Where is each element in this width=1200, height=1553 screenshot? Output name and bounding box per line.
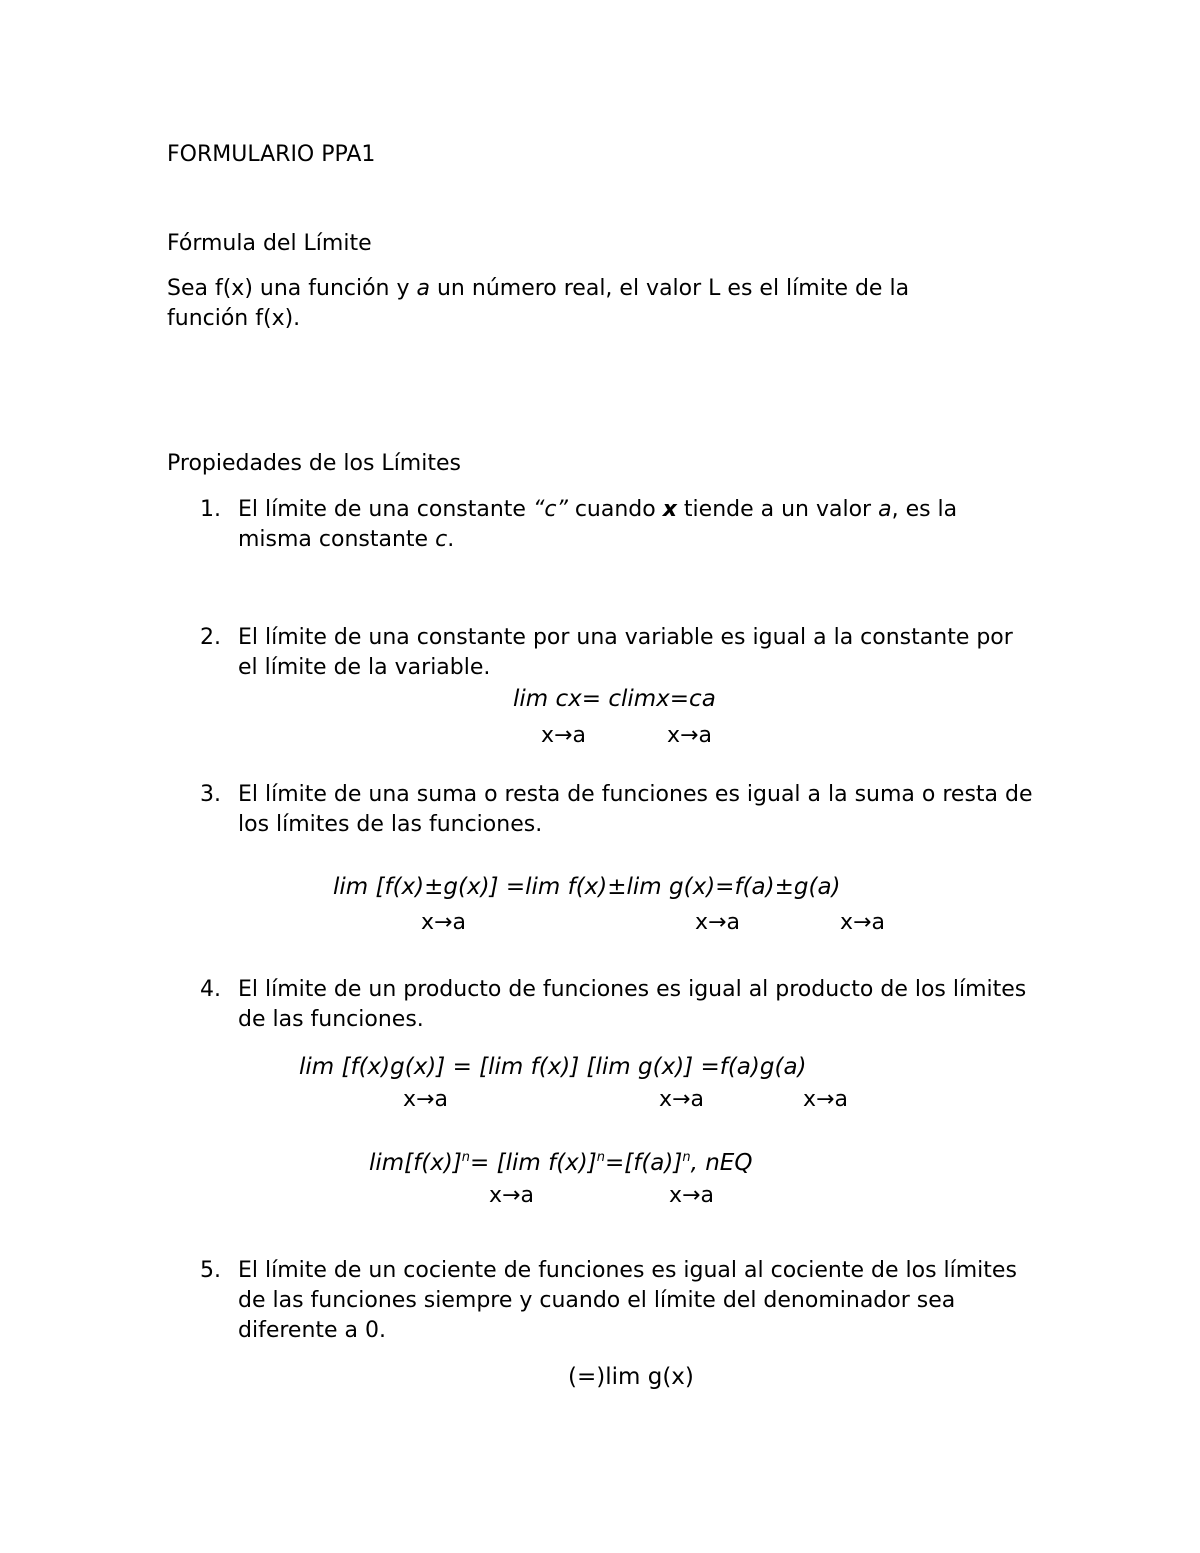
document-title: FORMULARIO PPA1 — [167, 142, 376, 167]
property-1-part: tiende a un valor — [676, 497, 879, 522]
property-1-x: x — [662, 497, 677, 522]
limit-definition-text-1: Sea f(x) una función y — [167, 276, 417, 301]
property-4-power-sub-2: x→a — [669, 1183, 714, 1208]
property-4-formula: lim [f(x)g(x)] = [lim f(x)] [lim g(x)] =f(a)g(a) — [299, 1054, 807, 1080]
power-formula-part: = [lim f(x)] — [470, 1150, 597, 1176]
property-3-sub-1: x→a — [421, 910, 466, 935]
list-number-1: 1. — [200, 497, 221, 522]
list-number-3: 3. — [200, 782, 221, 807]
list-number-4: 4. — [200, 977, 221, 1002]
property-1-text — [238, 495, 1038, 555]
power-exponent: n — [461, 1150, 471, 1165]
power-formula-part: =[f(a)] — [604, 1150, 683, 1176]
list-number-5: 5. — [200, 1258, 221, 1283]
property-1-c-quoted: “c” — [532, 497, 568, 522]
properties-heading: Propiedades de los Límites — [167, 451, 461, 476]
property-3-formula: lim [f(x)±g(x)] =lim f(x)±lim g(x)=f(a)±g(a) — [333, 874, 841, 900]
power-exponent: n — [682, 1150, 691, 1165]
property-3-text: El límite de una suma o resta de funciones es igual a la suma o resta de los límites de las funciones. — [238, 782, 1033, 837]
property-1-part: El límite de una constante — [238, 497, 533, 522]
property-2-sub-2: x→a — [667, 723, 712, 748]
property-4-sub-2: x→a — [659, 1087, 704, 1112]
property-2-sub-1: x→a — [541, 723, 586, 748]
property-4-sub-3: x→a — [803, 1087, 848, 1112]
power-exponent: n — [596, 1150, 605, 1165]
property-1-part: cuando — [567, 497, 663, 522]
property-2-formula: lim cx= climx=ca — [513, 686, 716, 712]
property-1-c: c — [435, 527, 448, 552]
limit-formula-heading: Fórmula del Límite — [167, 231, 372, 256]
property-5-text: El límite de un cociente de funciones es igual al cociente de los límites de las funciones siempre y cuando el límite del denominador sea diferente a 0. — [238, 1258, 1017, 1343]
property-4-sub-1: x→a — [403, 1087, 448, 1112]
power-formula-part: , nEQ — [690, 1150, 753, 1176]
property-4-text: El límite de un producto de funciones es igual al producto de los límites de las funciones. — [238, 977, 1027, 1032]
power-formula-part: lim[f(x)] — [369, 1150, 462, 1176]
property-2-text: El límite de una constante por una variable es igual a la constante por el límite de la variable. — [238, 625, 1013, 680]
property-4-power-sub-1: x→a — [489, 1183, 534, 1208]
list-number-2: 2. — [200, 625, 221, 650]
property-3-sub-3: x→a — [840, 910, 885, 935]
limit-definition-paragraph — [167, 274, 967, 334]
limit-definition-var-a: a — [416, 276, 430, 301]
property-5-formula: (=)lim g(x) — [568, 1364, 694, 1390]
property-1-part: , es la misma constante — [238, 497, 958, 552]
property-1-part: . — [447, 527, 455, 552]
limit-definition-text-2: un número real, el valor L es el límite de la función f(x). — [167, 276, 910, 331]
property-4-power-formula — [369, 1148, 752, 1178]
property-3-sub-2: x→a — [695, 910, 740, 935]
property-1-a: a — [878, 497, 892, 522]
